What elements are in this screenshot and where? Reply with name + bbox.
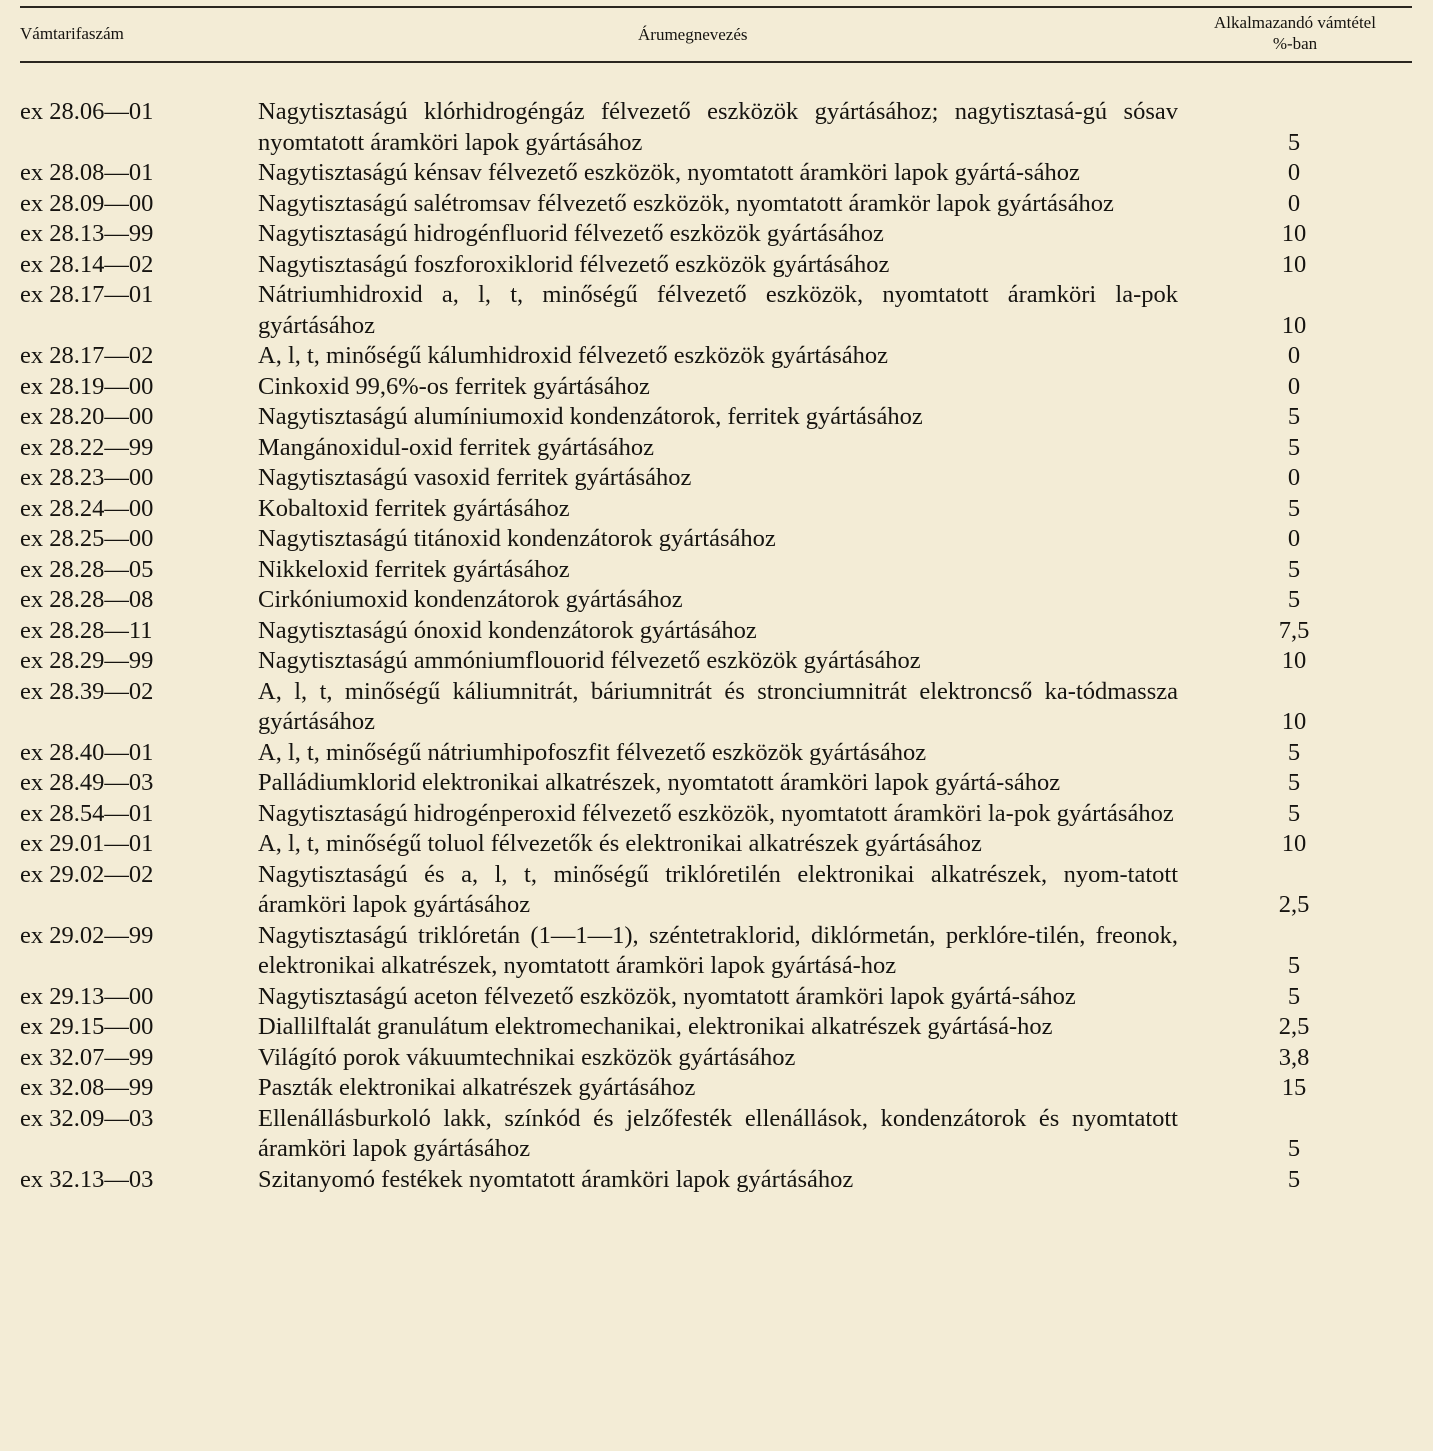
goods-description: A, l, t, minőségű nátriumhipofoszfit félvezető eszközök gyártásához [258,738,927,766]
goods-description: Nagytisztaságú ammóniumflouorid félvezető eszközök gyártásához [258,647,921,674]
tariff-code: ex 32.08—99 [20,1074,154,1101]
tariff-code: ex 28.28—11 [20,616,153,644]
duty-rate: 10 [1281,220,1307,247]
table-row [20,555,1412,586]
tariff-code: ex 28.06—01 [20,98,154,125]
tariff-code: ex 28.54—01 [20,799,154,827]
tariff-code: ex 29.02—99 [20,921,154,949]
goods-description: Nagytisztaságú ónoxid kondenzátorok gyártásához [258,616,757,644]
goods-description: Nagytisztaságú titánoxid kondenzátorok gyártásához [258,525,776,552]
goods-description: Nagytisztaságú salétromsav félvezető eszközök, nyomtatott áramkör lapok gyártásához [258,189,1114,217]
duty-rate: 5 [1287,433,1301,461]
table-row [20,158,1412,189]
tariff-code: ex 28.17—02 [20,342,154,369]
table-row [20,341,1412,372]
goods-description: Cinkoxid 99,6%-os ferritek gyártásához [258,372,650,400]
table-row [20,982,1412,1013]
tariff-code: ex 28.39—02 [20,677,154,705]
goods-description: Diallilftalát granulátum elektromechanikai, elektronikai alkatrészek gyártásá-hoz [258,1013,1053,1040]
goods-description: A, l, t, minőségű kálumhidroxid félvezető eszközök gyártásához [258,342,889,369]
goods-description: Cirkóniumoxid kondenzátorok gyártásához [258,586,683,613]
goods-description: Szitanyomó festékek nyomtatott áramköri lapok gyártásához [258,1165,854,1193]
tariff-code: ex 29.02—02 [20,860,154,888]
goods-description: Paszták elektronikai alkatrészek gyártásához [258,1074,696,1101]
goods-description: Kobaltoxid ferritek gyártásához [258,494,570,522]
duty-rate: 5 [1287,1165,1301,1193]
column-header-rate [1182,12,1408,54]
column-header-rate-line2: %-ban [1272,34,1318,53]
tariff-code: ex 28.40—01 [20,738,154,766]
tariff-code: ex 28.19—00 [20,372,154,400]
table-row [20,616,1412,647]
duty-rate: 5 [1287,738,1301,766]
duty-rate: 5 [1287,982,1301,1010]
goods-description: Mangánoxidul-oxid ferritek gyártásához [258,433,654,461]
tariff-code: ex 28.13—99 [20,220,154,247]
table-row [20,189,1412,220]
tariff-code: ex 28.22—99 [20,433,154,461]
duty-rate: 5 [1287,586,1301,613]
table-row [20,1012,1412,1043]
duty-rate: 2,5 [1278,1013,1310,1040]
duty-rate: 0 [1287,464,1301,491]
table-body [20,97,1412,1195]
column-header-rate-line1: Alkalmazandó vámtétel [1214,13,1376,32]
goods-description: Nagytisztaságú foszforoxiklorid félvezető eszközök gyártásához [258,250,890,278]
table-row [20,768,1412,799]
duty-rate: 5 [1287,799,1301,827]
duty-rate: 10 [1281,311,1307,339]
goods-description: A, l, t, minőségű káliumnitrát, báriumnitrát és stronciumnitrát elektroncső ka-tódmassza gyártásához [258,677,1178,735]
tariff-code: ex 28.08—01 [20,159,154,186]
duty-rate: 0 [1287,189,1301,217]
tariff-code: ex 32.09—03 [20,1104,154,1132]
goods-description: Nagytisztaságú kénsav félvezető eszközök, nyomtatott áramköri lapok gyártá-sához [258,159,1080,186]
table-row [20,372,1412,403]
tariff-code: ex 28.17—01 [20,281,154,308]
goods-description: Nagytisztaságú triklóretán (1—1—1), széntetraklorid, diklórmetán, perklóre-tilén, freonok, elektronikai alkatrészek, nyomtatott áramköri lapok gyártásá-hoz [258,921,1178,979]
table-row [20,646,1412,677]
duty-rate: 5 [1287,769,1301,796]
tariff-code: ex 29.13—00 [20,982,154,1010]
duty-rate: 5 [1287,494,1301,522]
tariff-code: ex 28.09—00 [20,189,154,217]
tariff-code: ex 28.28—05 [20,555,154,583]
tariff-code: ex 28.28—08 [20,586,154,613]
goods-description: Nátriumhidroxid a, l, t, minőségű félvezető eszközök, nyomtatott áramköri la-pok gyártásához [258,281,1178,339]
duty-rate: 0 [1287,525,1301,552]
tariff-code: ex 28.25—00 [20,525,154,552]
goods-description: Nagytisztaságú aceton félvezető eszközök, nyomtatott áramköri lapok gyártá-sához [258,982,1076,1010]
table-row [20,97,1412,158]
goods-description: Ellenállásburkoló lakk, színkód és jelzőfesték ellenállások, kondenzátorok és nyomtatott áramköri lapok gyártásához [258,1104,1178,1162]
goods-description: Nagytisztaságú hidrogénperoxid félvezető eszközök, nyomtatott áramköri la-pok gyártásához [258,799,1174,827]
duty-rate: 10 [1281,647,1307,674]
duty-rate: 0 [1287,372,1301,400]
duty-rate: 5 [1287,128,1301,156]
goods-description: Nagytisztaságú és a, l, t, minőségű triklóretilén elektronikai alkatrészek, nyom-tatott áramköri lapok gyártásához [258,860,1178,918]
duty-rate: 10 [1281,250,1307,278]
table-row [20,921,1412,982]
goods-description: Világító porok vákuumtechnikai eszközök gyártásához [258,1043,796,1071]
goods-description: Nagytisztaságú klórhidrogéngáz félvezető eszközök gyártásához; nagytisztasá-gú sósav nyomtatott áramköri lapok gyártásához [258,98,1178,156]
tariff-code: ex 32.13—03 [20,1165,154,1193]
tariff-code: ex 29.01—01 [20,830,154,857]
table-row [20,433,1412,464]
duty-rate: 0 [1287,159,1301,186]
table-row [20,799,1412,830]
tariff-code: ex 32.07—99 [20,1043,154,1071]
table-row [20,829,1412,860]
table-row [20,1073,1412,1104]
header-rule [20,61,1412,63]
duty-rate: 7,5 [1278,616,1310,644]
table-row [20,463,1412,494]
table-row [20,494,1412,525]
duty-rate: 5 [1287,403,1301,430]
duty-rate: 10 [1281,830,1307,857]
duty-rate: 3,8 [1278,1043,1310,1071]
table-row [20,1165,1412,1196]
column-header-code: Vámtarifaszám [20,24,124,43]
goods-description: Nagytisztaságú vasoxid ferritek gyártásához [258,464,692,491]
top-rule [20,6,1412,8]
table-row [20,1043,1412,1074]
table-row [20,524,1412,555]
duty-rate: 2,5 [1278,891,1310,918]
goods-description: A, l, t, minőségű toluol félvezetők és elektronikai alkatrészek gyártásához [258,830,982,857]
duty-rate: 5 [1287,952,1301,979]
table-row [20,585,1412,616]
tariff-code: ex 28.14—02 [20,250,154,278]
tariff-code: ex 29.15—00 [20,1013,154,1040]
tariff-code: ex 28.49—03 [20,769,154,796]
tariff-code: ex 28.24—00 [20,494,154,522]
duty-rate: 5 [1287,1135,1301,1162]
goods-description: Nikkeloxid ferritek gyártásához [258,555,570,583]
goods-description: Nagytisztaságú hidrogénfluorid félvezető eszközök gyártásához [258,220,884,247]
table-row [20,677,1412,738]
duty-rate: 5 [1287,555,1301,583]
column-header-name: Árumegnevezés [638,25,748,44]
table-row [20,250,1412,281]
duty-rate: 15 [1281,1074,1307,1101]
goods-description: Nagytisztaságú alumíniumoxid kondenzátorok, ferritek gyártásához [258,403,923,430]
table-row [20,280,1412,341]
table-row [20,860,1412,921]
tariff-code: ex 28.29—99 [20,647,154,674]
goods-description: Palládiumklorid elektronikai alkatrészek, nyomtatott áramköri lapok gyártá-sához [258,769,1061,796]
tariff-code: ex 28.20—00 [20,403,154,430]
tariff-code: ex 28.23—00 [20,464,154,491]
table-row [20,402,1412,433]
table-row [20,219,1412,250]
table-row [20,738,1412,769]
table-row [20,1104,1412,1165]
duty-rate: 0 [1287,342,1301,369]
duty-rate: 10 [1281,708,1307,735]
